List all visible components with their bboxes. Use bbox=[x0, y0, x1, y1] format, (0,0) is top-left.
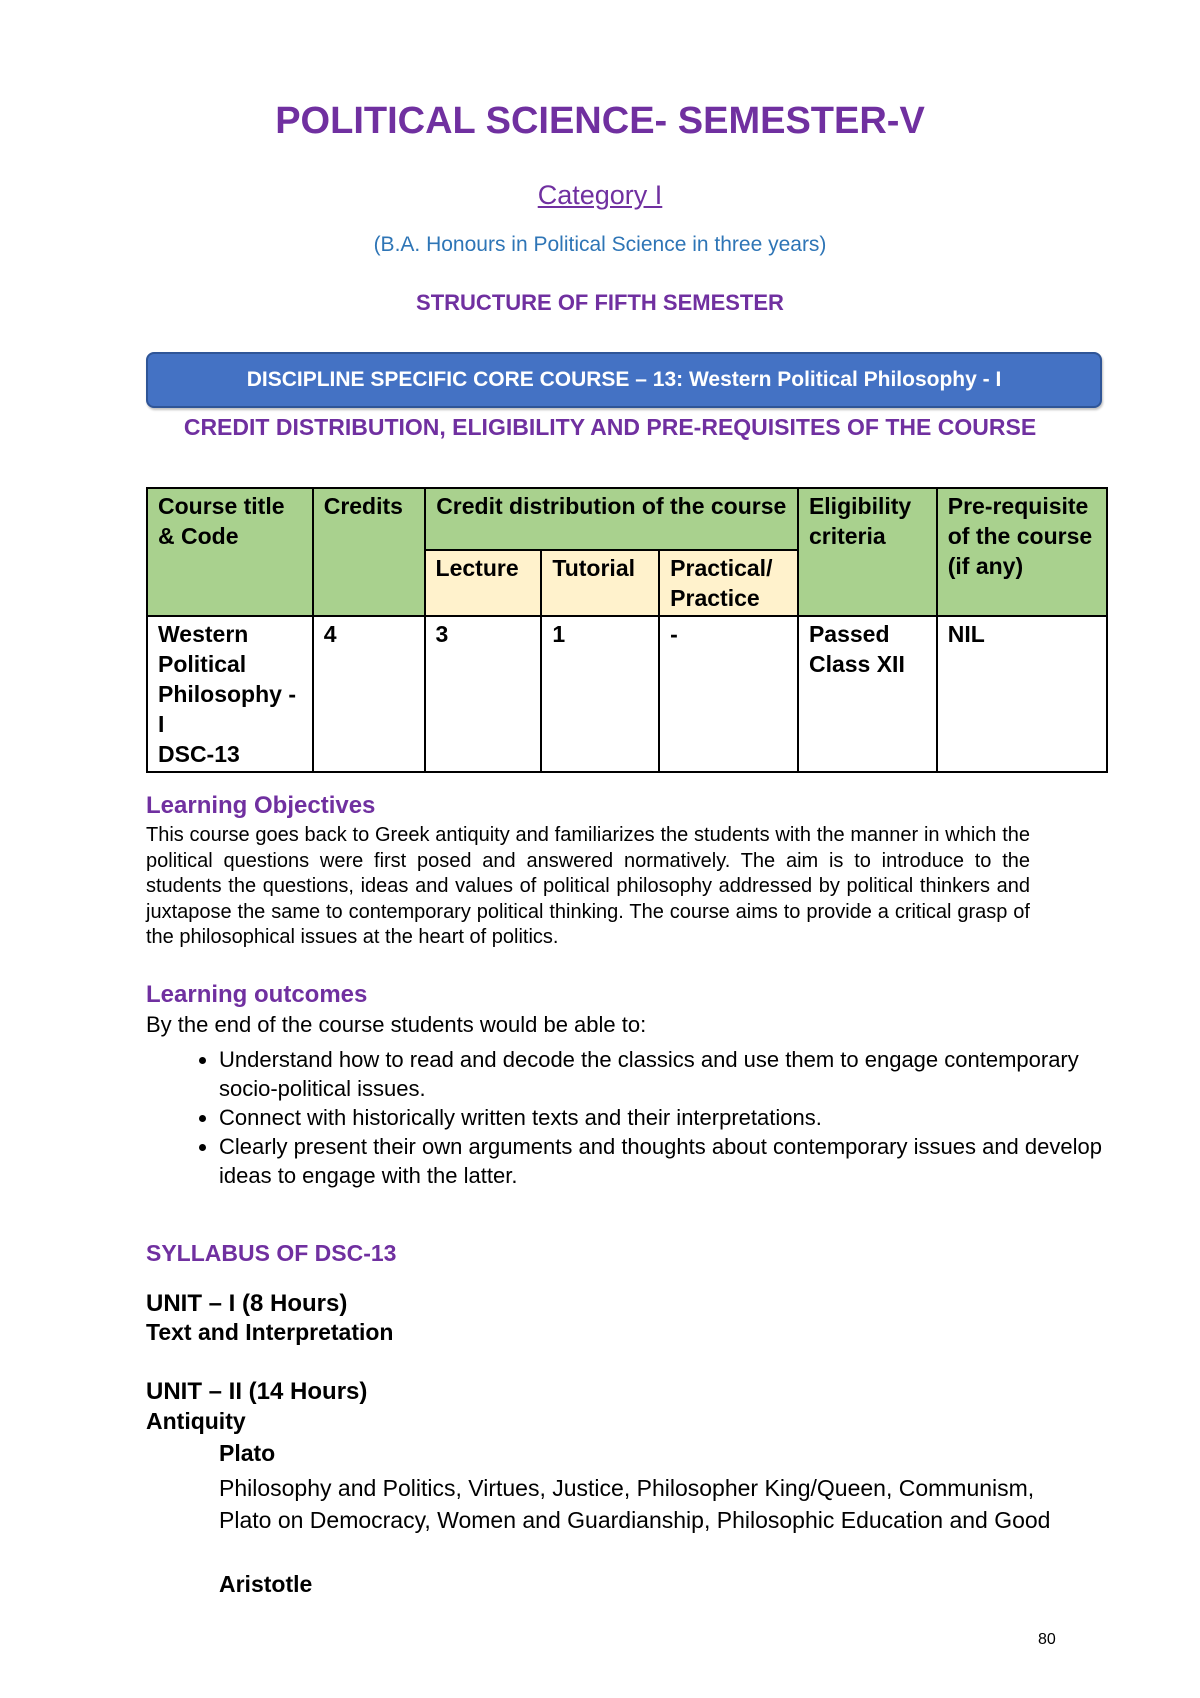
category-heading: Category I bbox=[537, 180, 663, 210]
thinker-plato: Plato bbox=[219, 1440, 276, 1466]
thinker-aristotle: Aristotle bbox=[219, 1571, 313, 1597]
list-item: • Understand how to read and decode the classics and use them to engage contemporary socio-political issues. bbox=[219, 1045, 1139, 1103]
cell-tutorial: 1 bbox=[541, 616, 659, 772]
unit-1-subtitle: Text and Interpretation bbox=[146, 1319, 394, 1345]
course-title-text: Western Political Philosophy - I bbox=[158, 621, 296, 737]
header-practical: Practical/ Practice bbox=[659, 550, 798, 616]
header-tutorial: Tutorial bbox=[541, 550, 659, 616]
credit-distribution-table bbox=[146, 487, 1108, 773]
credit-distribution-heading: CREDIT DISTRIBUTION, ELIGIBILITY AND PRE-REQUISITES OF THE COURSE bbox=[183, 414, 1037, 440]
cell-lecture: 3 bbox=[425, 616, 542, 772]
header-prerequisite: Pre-requisite of the course (if any) bbox=[937, 488, 1107, 616]
page-title: POLITICAL SCIENCE- SEMESTER-V bbox=[275, 100, 925, 142]
header-eligibility: Eligibility criteria bbox=[798, 488, 937, 616]
structure-heading: STRUCTURE OF FIFTH SEMESTER bbox=[416, 290, 784, 315]
list-item: • Connect with historically written texts and their interpretations. bbox=[219, 1103, 1139, 1132]
course-code-text: DSC-13 bbox=[158, 741, 240, 767]
cell-prerequisite: NIL bbox=[937, 616, 1107, 772]
course-banner: DISCIPLINE SPECIFIC CORE COURSE – 13: Western Political Philosophy - I bbox=[146, 352, 1102, 408]
unit-1-title: UNIT – I (8 Hours) bbox=[146, 1290, 348, 1317]
cell-credits: 4 bbox=[313, 616, 425, 772]
programme-subtitle: (B.A. Honours in Political Science in three years) bbox=[373, 233, 827, 256]
syllabus-heading: SYLLABUS OF DSC-13 bbox=[146, 1240, 397, 1266]
list-item: • Clearly present their own arguments and thoughts about contemporary issues and develop ideas to engage with the latter. bbox=[219, 1132, 1139, 1190]
header-lecture: Lecture bbox=[425, 550, 542, 616]
learning-objectives-heading: Learning Objectives bbox=[146, 792, 376, 819]
header-credit-distribution: Credit distribution of the course bbox=[425, 488, 798, 550]
learning-outcomes-heading: Learning outcomes bbox=[146, 981, 368, 1008]
cell-course-title bbox=[147, 616, 313, 772]
header-credits: Credits bbox=[313, 488, 425, 616]
learning-outcomes-intro: By the end of the course students would be able to: bbox=[146, 1012, 647, 1037]
learning-outcomes-list bbox=[146, 1045, 1139, 1190]
learning-objectives-text: This course goes back to Greek antiquity and familiarizes the students with the manner in which the political questions were first posed and answered normatively. The aim is to introduce to the students the questions, ideas and values of political philosophy addressed by political thinkers and juxtapose the same to contemporary political thinking. The course aims to provide a critical grasp of the philosophical issues at the heart of politics. bbox=[146, 824, 1030, 948]
cell-practical: - bbox=[659, 616, 798, 772]
table-row bbox=[147, 616, 1107, 772]
plato-topics: Philosophy and Politics, Virtues, Justice, Philosopher King/Queen, Communism, Plato on Democracy, Women and Guardianship, Philosophic Education and Good bbox=[219, 1475, 1051, 1533]
page-number: 80 bbox=[1038, 1631, 1056, 1648]
header-course-title: Course title & Code bbox=[147, 488, 313, 616]
unit-2-title: UNIT – II (14 Hours) bbox=[146, 1378, 368, 1405]
unit-2-subtitle: Antiquity bbox=[146, 1408, 246, 1434]
cell-eligibility: Passed Class XII bbox=[798, 616, 937, 772]
